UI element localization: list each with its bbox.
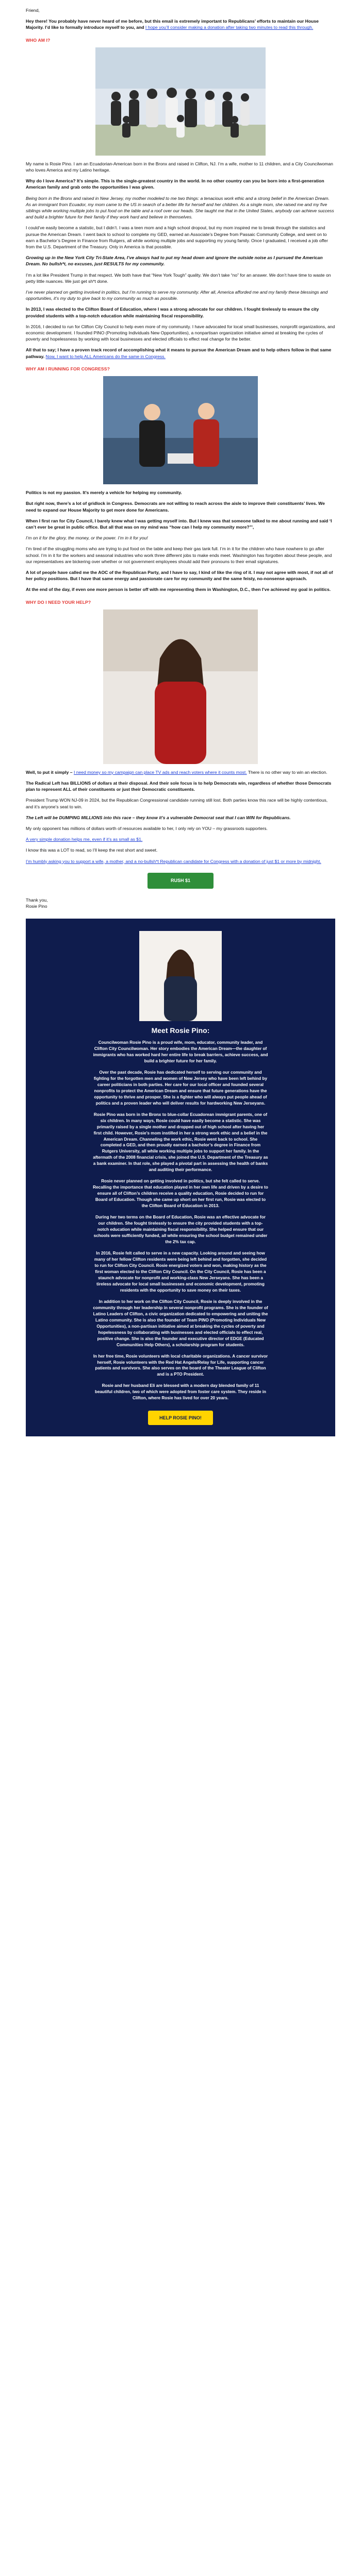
paragraph-why: Why do I love America? It’s simple. This is the single-greatest country in the world. In no other country can you be born into a first-generation American family and grab onto the opportunities I was given.	[26, 178, 324, 190]
paragraph-radical: The Radical Left has BILLIONS of dollars at their disposal. And their sole focus is to help Democrats win, regardless of whether those Democrats plan to represent ALL of their constituents or just their Democratic constituents.	[26, 780, 332, 792]
intro-donate-link[interactable]: I hope you’ll consider making a donation after taking two minutes to read this through.	[145, 25, 314, 30]
bio-paragraph: Rosie and her husband Eli are blessed with a modern day blended family of 11 beautiful children, two of which were adopted from foster care system. They reside in Clifton, where Rosie has lived for over 20 years.	[94, 1383, 267, 1401]
paragraph-politics: Politics is not my passion. It’s merely a vehicle for helping my community.	[26, 490, 182, 496]
bio-heading: Meet Rosie Pino:	[151, 1026, 210, 1035]
why-running-heading: WHY AM I RUNNING FOR CONGRESS?	[26, 366, 110, 371]
paragraph-humbly	[26, 858, 335, 865]
portrait-photo	[103, 609, 258, 764]
paragraph-2016: In 2016, I decided to run for Clifton City Council to help even more of my community. I have advocated for local small businesses, nonprofit organizations, and economic development. I founded PINO (Promoting Individuals New Opportunities), a nonpartisan organization initiative aimed at breaking the cycles of poverty and hopelessness by working with local businesses and elected officials to effect real change for the better.	[26, 324, 335, 342]
family-photo	[95, 47, 266, 156]
bio-paragraph: In 2016, Rosie felt called to serve in a new capacity. Looking around and seeing how many of her fellow Clifton residents were being left behind and forgotten, she decided to run for Clifton City Council. Rosie energized voters and won, making history as the first woman elected to the Clifton City Council. On the City Council, Rosie has been a staunch advocate for nonprofit and working-class New Jerseyans. She has been a tireless advocate for local small businesses and economic development, promoting residents with the opportunity to save money on their taxes.	[94, 1251, 267, 1293]
bio-paragraph: Rosie Pino was born in the Bronx to blue-collar Ecuadorean immigrant parents, one of six children. In many ways, Rosie could have easily become a statistic. She was primarily raised by a single mother and dropped out of high school after having her first child. However, Rosie’s mom instilled in her a strong work ethic and a belief in the American Dream. Channeling the work ethic, Rosie went back to school. She completed a GED, and then proudly earned a bachelor’s degree in Finance from Rutgers University, all while working multiple jobs to support her family. In the aftermath of the 2008 financial crisis, she joined the U.S. Department of the Treasury as a bank examiner. In that role, she played a pivotal part in assessing the health of banks and auditing their performance.	[93, 1112, 268, 1173]
signoff: Thank you, Rosie Pino	[26, 897, 48, 909]
help-rosie-button[interactable]: HELP ROSIE PINO!	[148, 1411, 213, 1425]
small-donation-link[interactable]: A very simple donation helps me, even if it’s as small as $1.	[26, 837, 143, 842]
paragraph-name: My name is Rosie Pino. I am an Ecuadorian-American born in the Bronx and raised in Clifton, NJ. I’m a wife, mother to 11 children, and a City Councilwoman who loves America and my Latino heritage.	[26, 161, 333, 173]
bio-paragraph: During her two terms on the Board of Education, Rosie was an effective advocate for our children. She fought tirelessly to ensure the city provided students with a top-notch education while maintaining fiscal responsibility. She helped ensure that our schools were sufficiently funded, all while ensuring the school budget remained under the 2% tax cap.	[93, 1215, 268, 1245]
paragraph-trump: I’m a lot like President Trump in that respect. We both have that “New York Tough” quality. We don’t take “no” for an answer. We don’t have time to waste on petty little nuances. We just get sh*t done.	[26, 272, 331, 284]
paragraph-gridlock: But right now, there’s a lot of gridlock in Congress. Democrats are not willing to reach across the aisle to improve their constituents’ lives. We need to expand our House Majority to get more done for Americans.	[26, 501, 325, 513]
bio-paragraph: Rosie never planned on getting involved in politics, but she felt called to serve. Recalling the importance that education played in her own life and driven by a desire to ensure all of Clifton’s children receive a quality education, Rosie decided to run for Board of Education. Though she came up short on her first run, Rosie was elected to the Clifton Board of Education in 2013.	[93, 1179, 268, 1209]
paragraph-statistic: I could’ve easily become a statistic, but I didn’t. I was a teen mom and a high school dropout, but my mom inspired me to break through the statistics and pursue the American Dream. I went back to school to complete my GED, earned an Associate’s Degree from Passaic Community College, and went on to earn a Bachelor’s Degree in Finance from Rutgers, all while working multiple jobs and supporting my young family. Once I graduated, I received a job offer from the U.S. Department of the Treasury. Only in America is that possible.	[26, 225, 328, 250]
paragraph-clifton: When I first ran for City Council, I barely knew what I was getting myself into. But I knew was that someone talked to me about running and said ‘I can’t ever be great in public office. But all that was on my mind was “how can I help my community more?”',	[26, 518, 332, 530]
paragraph-fire: I’m on it for the glory, the money, or the power. I’m in it for you!	[26, 535, 148, 541]
email-body	[26, 0, 335, 909]
paragraph-aoc: A lot of people have called me the AOC of the Republican Party, and I have to say, I kind of like the ring of it. I may not agree with most, if not all of her policy positions. But I have that same energy and passionate care for my community and the same feisty, no-nonsense approach.	[26, 569, 333, 582]
paragraph-sources-link	[26, 836, 335, 842]
tv-ads-link[interactable]: I need money so my campaign can place TV ads and reach voters where it counts most.	[73, 769, 247, 775]
need-help-heading: WHY DO I NEED YOUR HELP?	[26, 599, 91, 605]
paragraph-sources: My only opponent has millions of dollars worth of resources available to her, I only rely on YOU – my grassroots supporters.	[26, 825, 268, 831]
paragraph-trump-won: President Trump WON NJ-09 in 2024, but the Republican Congressional candidate running still lost. Both parties know this race will be highly contentious, and it’s anyone’s seat to win.	[26, 798, 328, 809]
paragraph-council: I’ve never planned on getting involved in politics, but I’m running to serve my community. After all, America afforded me and my family these blessings and opportunities, it’s my duty to give back to my community as much as possible.	[26, 290, 328, 301]
help-americans-link[interactable]: Now, I want to help ALL Americans do the same in Congress.	[45, 353, 166, 359]
paragraph-left: The Left will be DUMPING MILLIONS into this race – they know it’s a vulnerable Democrat seat that I can WIN for Republicans.	[26, 815, 291, 820]
bio-paragraph: In addition to her work on the Clifton City Council, Rosie is deeply involved in the community through her leadership in several nonprofit programs. She is the founder of Latino Leaders of Clifton, a civic organization dedicated to empowering and uniting the Latino community. She is also the founder of Team PINO (Promoting Individuals New Opportunities), a non-partisan initiative aimed at breaking the cycles of poverty and hopelessness by collaborating with businesses and elected officials to effect real, positive change. She is also the founder and executive director of EDGE (Educated Communities Help Others), a scholarship program for students.	[93, 1299, 268, 1347]
donate-button[interactable]: RUSH $1	[147, 873, 214, 889]
paragraph-end: At the end of the day, if even one more person is better off with me representing them in Washington, D.C., then I’ve achieved my goal in politics.	[26, 587, 331, 592]
who-am-i-heading: WHO AM I?	[26, 37, 51, 43]
paragraph-truth: Well, to put it simply – I need money so my campaign can place TV ads and reach voters where it counts most. There is no other way to win an election.	[26, 769, 327, 775]
paragraph-all: All that to say; I have a proven track record of accomplishing what it means to pursue the American Dream and to help others follow in that same pathway. Now, I want to help ALL Americans do the same in Congress.	[26, 347, 332, 359]
greeting: Friend,	[26, 8, 40, 13]
bio-paragraph: Councilwoman Rosie Pino is a proud wife, mom, educator, community leader, and Clifton City Councilwoman. Her story embodies the American Dream—the daughter of immigrants who has worked hard her entire life to break barriers, achieve success, and build a brighter future for her family.	[93, 1040, 268, 1063]
paragraph-alot: I know this was a LOT to read, so I’ll keep the rest short and sweet.	[26, 848, 158, 853]
bio-photo	[139, 931, 222, 1021]
bio-paragraph: In her free time, Rosie volunteers with local charitable organizations. A cancer survivor herself, Rosie volunteers with the Red Hat Angels/Relay for Life, supporting cancer patients and survivors. She also serves on the board of the Theater League of Clifton and is a PTO President.	[93, 1353, 268, 1377]
paragraph-bronx: Being born in the Bronx and raised in New Jersey, my mother modeled to me two things: a tenacious work ethic and a strong belief in the American Dream. As an immigrant from Ecuador, my mom came to the US in search of a better life for herself and her children. As a single mom, she raised me and my five siblings while working multiple jobs to put food on the table and a roof over our heads. She taught me that in the United States, anybody can achieve success and build a brighter future for their family if they work hard and believe in themselves.	[26, 195, 334, 220]
humbly-donate-link[interactable]: I’m humbly asking you to support a wife, a mother, and a no-bullsh*t Republican candidate for Congress with a donation of just $1 or more by midnight.	[26, 858, 321, 864]
campaign-photo	[103, 376, 258, 484]
bio-paragraph: Over the past decade, Rosie has dedicated herself to serving our community and fighting for the forgotten men and women of New Jersey who have been left behind by career politicians in both parties. Her care for our local officer and founded several nonprofits to protect the American Dream and ensure that future generations have the opportunity to thrive and prosper. She is a fighter who will always put people ahead of politics and a proven leader who will deliver results for hardworking New Jerseyans.	[93, 1070, 268, 1106]
bio-section	[26, 919, 335, 1436]
paragraph-struggle: I’m tired of the struggling moms who are trying to put food on the table and keep their gas tank full. I’m in it for the children who have nowhere to go after school. I’m in it for the workers and seasonal industries who work three different jobs to make ends meet. Washington has forgotten about these people, and our representatives are bickering over whether or not government employees should add their pronouns to their email signatures.	[26, 546, 332, 564]
paragraph-tristate: Growing up in the New York City Tri-State Area, I’ve always had to put my head down and ignore the outside noise as I pursued the American Dream. No bullsh*t, no excuses, just RESULTS for my community.	[26, 255, 323, 267]
paragraph-2013: In 2013, I was elected to the Clifton Board of Education, where I was a strong advocate for our children. I fought tirelessly to ensure the city provided students with a top-notch education while maintaining fiscal responsibility.	[26, 307, 319, 318]
intro-paragraph: Hey there! You probably have never heard of me before, but this email is extremely important to Republicans’ efforts to maintain our House Majority. I’d like to formally introduce myself to you, and I hope you’ll consider making a donation after taking two minutes to read this through.	[26, 19, 319, 30]
